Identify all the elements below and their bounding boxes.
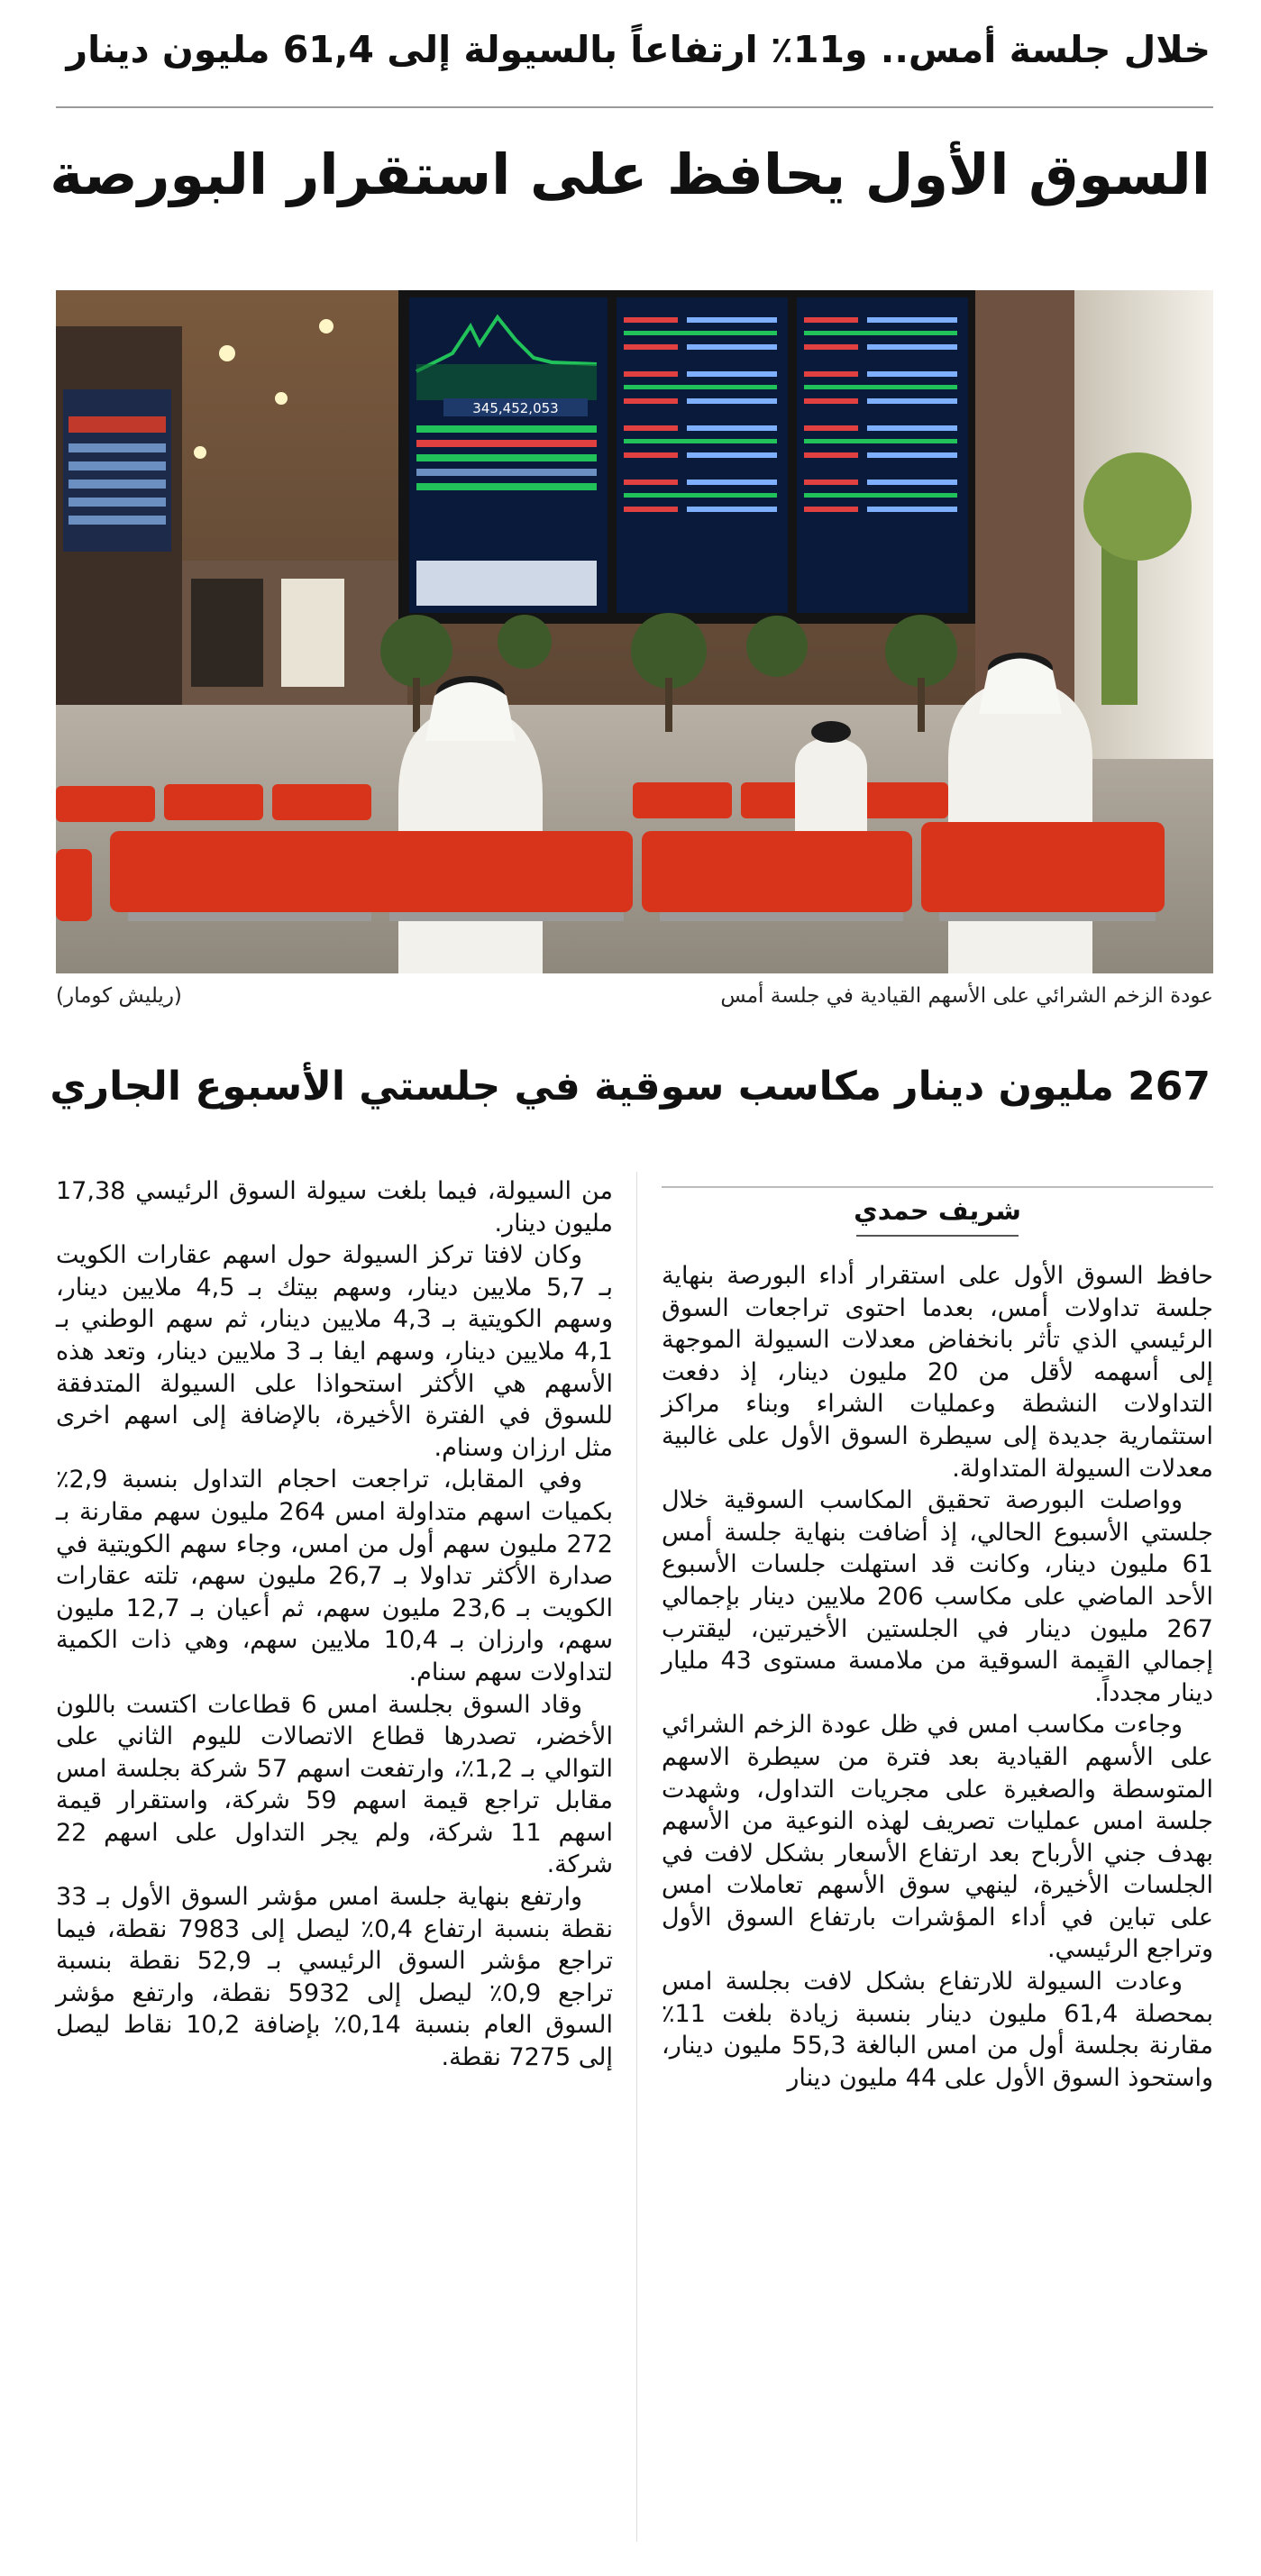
kicker-headline: خلال جلسة أمس.. و11٪ ارتفاعاً بالسيولة إلى 61,4 مليون دينار	[66, 28, 1211, 71]
photo-caption-row	[56, 981, 1213, 1011]
byline: شريف حمدي	[854, 1195, 1021, 1226]
paragraph: وعادت السيولة للارتفاع بشكل لافت بجلسة امس بمحصلة 61,4 مليون دينار بنسبة زيادة بلغت 11٪ مقارنة بجلسة أول من امس البالغة 55,3 مليون دينار، واستحوذ السوق الأول على 44 مليون دينار	[662, 1968, 1213, 2092]
byline-rule	[662, 1186, 1213, 1188]
article-column-left	[56, 1175, 613, 2074]
paragraph: من السيولة، فيما بلغت سيولة السوق الرئيسي 17,38 مليون دينار.	[56, 1177, 613, 1238]
paragraph: وارتفع بنهاية جلسة امس مؤشر السوق الأول بـ 33 نقطة بنسبة ارتفاع 0,4٪ ليصل إلى 7983 نقطة، فيما تراجع مؤشر السوق الرئيسي بـ 52,9 نقطة بنسبة تراجع 0,9٪ ليصل إلى 5932 نقطة، وارتفع مؤشر السوق العام بنسبة 0,14٪ بإضافة 10,2 نقاط ليصل إلى 7275 نقطة.	[56, 1883, 614, 2072]
main-headline: السوق الأول يحافظ على استقرار البورصة	[50, 142, 1211, 207]
screen-total: 345,452,053	[472, 400, 559, 416]
top-rule	[56, 106, 1213, 108]
stock-exchange-hall-illustration	[56, 290, 1213, 973]
photo-credit: (ريليش كومار)	[56, 984, 182, 1008]
paragraph: وكان لافتا تركز السيولة حول اسهم عقارات الكويت بـ 5,7 ملايين دينار، وسهم بيتك بـ 4,5 ملايين دينار، وسهم الكويتية بـ 4,3 ملايين دينار، ثم سهم الوطني بـ 4,1 ملايين دينار، وسهم ايفا بـ 3 ملايين دينار، وتعد هذه الأسهم هي الأكثر استحواذا على السيولة المتدفقة للسوق في الفترة الأخيرة، بالإضافة إلى اسهم اخرى مثل ارزان وسنام.	[56, 1241, 614, 1462]
paragraph: وقاد السوق بجلسة امس 6 قطاعات اكتست باللون الأخضر، تصدرها قطاع الاتصالات لليوم الثاني على التوالي بـ 1,2٪، وارتفعت اسهم 57 شركة بجلسة امس مقابل تراجع قيمة اسهم 59 شركة، واستقرار قيمة اسهم 11 شركة، ولم يجر التداول على اسهم 22 شركة.	[56, 1690, 614, 1879]
paragraph: وواصلت البورصة تحقيق المكاسب السوقية خلال جلستي الأسبوع الحالي، إذ أضافت بنهاية جلسة أمس 61 مليون دينار، وكانت قد استهلت جلسات الأسبوع الأحد الماضي على مكاسب 206 ملايين دينار بإجمالي 267 مليون دينار في الجلستين الأخيرتين، ليقترب إجمالي القيمة السوقية من ملامسة مستوى 43 مليار دينار مجدداً.	[662, 1486, 1213, 1707]
photo-caption: عودة الزخم الشرائي على الأسهم القيادية في جلسة أمس	[720, 984, 1213, 1008]
paragraph: حافظ السوق الأول على استقرار أداء البورصة بنهاية جلسة تداولات أمس، بعدما احتوى تراجعات السوق الرئيسي الذي تأثر بانخفاض معدلات السيولة الموجهة إلى أسهمه لأقل من 20 مليون دينار، إذ دفعت التداولات النشطة وعمليات الشراء وبناء مراكز استثمارية جديدة إلى سيطرة السوق الأول على غالبية معدلات السيولة المتداولة.	[662, 1262, 1213, 1483]
article-column-right	[662, 1260, 1213, 2094]
paragraph: وفي المقابل، تراجعت احجام التداول بنسبة 2,9٪ بكميات اسهم متداولة امس 264 مليون سهم مقارنة بـ 272 مليون سهم أول من امس، وجاء سهم الكويتية في صدارة الأكثر تداولا بـ 26,7 مليون سهم، تلته عقارات الكويت بـ 23,6 مليون سهم، ثم أعيان بـ 12,7 مليون سهم، وارزان بـ 10,4 ملايين سهم، وهي ذات الكمية لتداولات سهم سنام.	[56, 1466, 613, 1686]
column-divider	[636, 1172, 637, 2542]
sub-headline: 267 مليون دينار مكاسب سوقية في جلستي الأسبوع الجاري	[50, 1064, 1211, 1110]
byline-underline	[856, 1235, 1019, 1237]
article-photo	[56, 290, 1213, 973]
paragraph: وجاءت مكاسب امس في ظل عودة الزخم الشرائي على الأسهم القيادية بعد فترة من سيطرة الاسهم المتوسطة والصغيرة على مجريات التداول، وشهدت جلسة امس عمليات تصريف لهذه النوعية من الأسهم بهدف جني الأرباح بعد ارتفاع الأسعار بشكل لافت في الجلسات الأخيرة، لينهي سوق الأسهم تعاملات امس على تباين في أداء المؤشرات بارتفاع السوق الأول وتراجع الرئيسي.	[662, 1711, 1213, 1964]
